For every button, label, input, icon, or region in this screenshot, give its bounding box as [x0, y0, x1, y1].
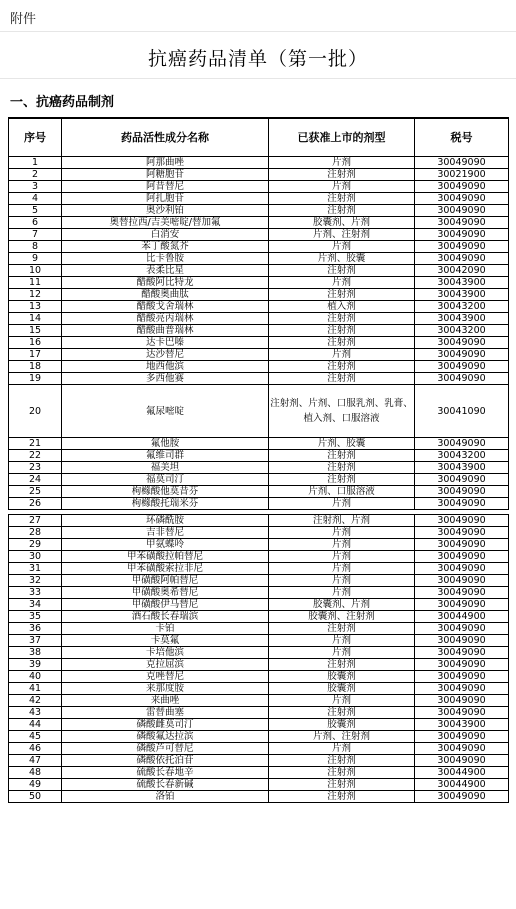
row-dosage-form: 注射剂: [269, 623, 415, 635]
row-tariff-code: 30049090: [415, 695, 509, 707]
row-dosage-form: 片剂: [269, 498, 415, 510]
row-ingredient: 磷酸雌莫司汀: [62, 719, 269, 731]
row-tariff-code: 30049090: [415, 623, 509, 635]
table-body: [9, 157, 509, 803]
row-ingredient: 醋酸阿比特龙: [62, 277, 269, 289]
row-tariff-code: 30049090: [415, 181, 509, 193]
row-ingredient: 阿那曲唑: [62, 157, 269, 169]
row-tariff-code: 30049090: [415, 253, 509, 265]
row-ingredient: 卡培他滨: [62, 647, 269, 659]
row-tariff-code: 30049090: [415, 587, 509, 599]
row-tariff-code: 30043900: [415, 277, 509, 289]
row-index: 20: [9, 385, 62, 438]
table-row: [9, 462, 509, 474]
row-tariff-code: 30049090: [415, 575, 509, 587]
row-index: 47: [9, 755, 62, 767]
row-tariff-code: 30049090: [415, 731, 509, 743]
table-row: [9, 707, 509, 719]
row-dosage-form: 注射剂: [269, 337, 415, 349]
table-row: [9, 767, 509, 779]
table-row: [9, 575, 509, 587]
row-dosage-form: 注射剂: [269, 169, 415, 181]
row-tariff-code: 30049090: [415, 337, 509, 349]
row-index: 16: [9, 337, 62, 349]
table-row: [9, 498, 509, 510]
row-dosage-form: 注射剂: [269, 313, 415, 325]
row-index: 42: [9, 695, 62, 707]
table-row: [9, 373, 509, 385]
row-dosage-form: 片剂: [269, 157, 415, 169]
attachment-label: 附件: [10, 12, 37, 27]
row-dosage-form: 片剂、胶囊: [269, 253, 415, 265]
row-ingredient: 卡铂: [62, 623, 269, 635]
row-index: 27: [9, 515, 62, 527]
row-ingredient: 吉非替尼: [62, 527, 269, 539]
table-row: [9, 313, 509, 325]
row-dosage-form: 片剂、注射剂: [269, 731, 415, 743]
row-index: 44: [9, 719, 62, 731]
row-dosage-form: 注射剂: [269, 361, 415, 373]
title-divider: [0, 78, 516, 79]
row-ingredient: 甲苯磺酸索拉非尼: [62, 563, 269, 575]
row-tariff-code: 30049090: [415, 551, 509, 563]
row-tariff-code: 30049090: [415, 791, 509, 803]
table-row: [9, 289, 509, 301]
column-header-dosage-form: 已获准上市的剂型: [269, 118, 415, 157]
row-index: 28: [9, 527, 62, 539]
table-row: [9, 301, 509, 313]
row-index: 10: [9, 265, 62, 277]
row-ingredient: 醋酸曲普瑞林: [62, 325, 269, 337]
row-index: 21: [9, 438, 62, 450]
row-ingredient: 枸橼酸他莫昔芬: [62, 486, 269, 498]
row-ingredient: 甲苯磺酸拉帕替尼: [62, 551, 269, 563]
table-row: [9, 719, 509, 731]
row-ingredient: 洛铂: [62, 791, 269, 803]
row-ingredient: 比卡鲁胺: [62, 253, 269, 265]
row-index: 19: [9, 373, 62, 385]
row-tariff-code: 30041090: [415, 385, 509, 438]
row-dosage-form: 片剂: [269, 647, 415, 659]
row-dosage-form: 片剂: [269, 277, 415, 289]
row-index: 8: [9, 241, 62, 253]
table-row: [9, 385, 509, 438]
row-index: 45: [9, 731, 62, 743]
row-ingredient: 磷酸依托泊苷: [62, 755, 269, 767]
row-tariff-code: 30049090: [415, 539, 509, 551]
row-index: 48: [9, 767, 62, 779]
row-index: 41: [9, 683, 62, 695]
drug-list-table: [8, 117, 509, 803]
row-dosage-form: 胶囊剂、片剂: [269, 217, 415, 229]
row-index: 46: [9, 743, 62, 755]
row-dosage-form: 注射剂: [269, 450, 415, 462]
table-row: [9, 731, 509, 743]
row-ingredient: 枸橼酸托瑞米芬: [62, 498, 269, 510]
row-dosage-form: 注射剂、片剂、口服乳剂、乳膏、植入剂、口服溶液: [269, 385, 415, 438]
row-index: 36: [9, 623, 62, 635]
row-tariff-code: 30044900: [415, 611, 509, 623]
row-tariff-code: 30043200: [415, 450, 509, 462]
table-row: [9, 169, 509, 181]
table-row: [9, 337, 509, 349]
row-tariff-code: 30043900: [415, 289, 509, 301]
column-header-tariff-code: 税号: [415, 118, 509, 157]
row-ingredient: 来曲唑: [62, 695, 269, 707]
row-index: 35: [9, 611, 62, 623]
row-tariff-code: 30049090: [415, 193, 509, 205]
table-row: [9, 611, 509, 623]
row-ingredient: 阿昔替尼: [62, 181, 269, 193]
table-row: [9, 527, 509, 539]
row-tariff-code: 30043200: [415, 325, 509, 337]
row-dosage-form: 片剂: [269, 539, 415, 551]
row-dosage-form: 注射剂: [269, 289, 415, 301]
row-index: 13: [9, 301, 62, 313]
table-row: [9, 755, 509, 767]
row-ingredient: 氟他胺: [62, 438, 269, 450]
table-row: [9, 217, 509, 229]
row-tariff-code: 30049090: [415, 361, 509, 373]
row-dosage-form: 注射剂: [269, 767, 415, 779]
row-tariff-code: 30049090: [415, 599, 509, 611]
row-index: 50: [9, 791, 62, 803]
row-ingredient: 奥替拉西/吉美嘧啶/替加氟: [62, 217, 269, 229]
table-row: [9, 474, 509, 486]
row-tariff-code: 30044900: [415, 779, 509, 791]
row-dosage-form: 片剂: [269, 575, 415, 587]
row-index: 40: [9, 671, 62, 683]
row-index: 29: [9, 539, 62, 551]
row-ingredient: 奥沙利铂: [62, 205, 269, 217]
row-dosage-form: 片剂: [269, 551, 415, 563]
row-ingredient: 醋酸奥曲肽: [62, 289, 269, 301]
row-ingredient: 硫酸长春地辛: [62, 767, 269, 779]
row-index: 37: [9, 635, 62, 647]
table-row: [9, 779, 509, 791]
row-index: 49: [9, 779, 62, 791]
row-tariff-code: 30049090: [415, 241, 509, 253]
row-tariff-code: 30049090: [415, 647, 509, 659]
row-index: 23: [9, 462, 62, 474]
table-row: [9, 181, 509, 193]
row-dosage-form: 注射剂: [269, 462, 415, 474]
table-row: [9, 515, 509, 527]
row-tariff-code: 30049090: [415, 671, 509, 683]
row-dosage-form: 注射剂: [269, 779, 415, 791]
row-index: 12: [9, 289, 62, 301]
row-index: 6: [9, 217, 62, 229]
row-ingredient: 白消安: [62, 229, 269, 241]
row-dosage-form: 植入剂: [269, 301, 415, 313]
table-row: [9, 623, 509, 635]
table-row: [9, 361, 509, 373]
row-tariff-code: 30049090: [415, 373, 509, 385]
row-dosage-form: 注射剂: [269, 325, 415, 337]
row-index: 24: [9, 474, 62, 486]
row-dosage-form: 片剂: [269, 527, 415, 539]
row-tariff-code: 30049090: [415, 229, 509, 241]
row-dosage-form: 片剂: [269, 241, 415, 253]
row-index: 15: [9, 325, 62, 337]
row-tariff-code: 30049090: [415, 486, 509, 498]
row-index: 18: [9, 361, 62, 373]
row-ingredient: 甲磺酸奥希替尼: [62, 587, 269, 599]
row-ingredient: 磷酸氟达拉滨: [62, 731, 269, 743]
row-ingredient: 氟维司群: [62, 450, 269, 462]
row-tariff-code: 30043900: [415, 719, 509, 731]
row-dosage-form: 注射剂: [269, 205, 415, 217]
row-ingredient: 克拉屈滨: [62, 659, 269, 671]
table-row: [9, 551, 509, 563]
row-tariff-code: 30043900: [415, 313, 509, 325]
row-tariff-code: 30049090: [415, 683, 509, 695]
row-dosage-form: 注射剂: [269, 193, 415, 205]
table-row: [9, 277, 509, 289]
row-ingredient: 甲磺酸伊马替尼: [62, 599, 269, 611]
row-tariff-code: 30049090: [415, 515, 509, 527]
row-index: 31: [9, 563, 62, 575]
row-ingredient: 醋酸戈舍瑞林: [62, 301, 269, 313]
row-tariff-code: 30049090: [415, 217, 509, 229]
row-ingredient: 来那度胺: [62, 683, 269, 695]
row-ingredient: 卡莫氟: [62, 635, 269, 647]
row-index: 17: [9, 349, 62, 361]
table-row: [9, 671, 509, 683]
row-dosage-form: 注射剂、片剂: [269, 515, 415, 527]
row-index: 43: [9, 707, 62, 719]
table-row: [9, 349, 509, 361]
row-index: 39: [9, 659, 62, 671]
row-dosage-form: 注射剂: [269, 707, 415, 719]
table-row: [9, 635, 509, 647]
row-ingredient: 磷酸芦可替尼: [62, 743, 269, 755]
row-ingredient: 雷替曲塞: [62, 707, 269, 719]
section-heading: 一、抗癌药品制剂: [10, 95, 115, 110]
table-row: [9, 265, 509, 277]
row-tariff-code: 30049090: [415, 659, 509, 671]
row-ingredient: 环磷酰胺: [62, 515, 269, 527]
table-row: [9, 486, 509, 498]
row-tariff-code: 30042090: [415, 265, 509, 277]
table-row: [9, 743, 509, 755]
row-tariff-code: 30049090: [415, 755, 509, 767]
row-ingredient: 达卡巴嗪: [62, 337, 269, 349]
row-index: 5: [9, 205, 62, 217]
table-row: [9, 659, 509, 671]
row-tariff-code: 30049090: [415, 707, 509, 719]
table-row: [9, 229, 509, 241]
row-ingredient: 表柔比星: [62, 265, 269, 277]
table-row: [9, 563, 509, 575]
row-tariff-code: 30049090: [415, 527, 509, 539]
row-dosage-form: 片剂: [269, 743, 415, 755]
table-row: [9, 539, 509, 551]
row-dosage-form: 胶囊剂: [269, 671, 415, 683]
row-tariff-code: 30049090: [415, 438, 509, 450]
row-index: 30: [9, 551, 62, 563]
row-dosage-form: 胶囊剂: [269, 719, 415, 731]
table-row: [9, 325, 509, 337]
row-dosage-form: 注射剂: [269, 373, 415, 385]
table-row: [9, 253, 509, 265]
row-dosage-form: 片剂: [269, 563, 415, 575]
row-tariff-code: 30049090: [415, 474, 509, 486]
row-ingredient: 氟尿嘧啶: [62, 385, 269, 438]
row-ingredient: 福美坦: [62, 462, 269, 474]
row-index: 22: [9, 450, 62, 462]
table-row: [9, 587, 509, 599]
top-divider: [0, 31, 516, 32]
row-index: 11: [9, 277, 62, 289]
row-index: 34: [9, 599, 62, 611]
row-index: 9: [9, 253, 62, 265]
row-dosage-form: 注射剂: [269, 474, 415, 486]
row-ingredient: 福莫司汀: [62, 474, 269, 486]
row-tariff-code: 30049090: [415, 157, 509, 169]
row-dosage-form: 胶囊剂、片剂: [269, 599, 415, 611]
row-dosage-form: 注射剂: [269, 659, 415, 671]
table-row: [9, 241, 509, 253]
row-tariff-code: 30043200: [415, 301, 509, 313]
row-index: 33: [9, 587, 62, 599]
row-dosage-form: 片剂: [269, 635, 415, 647]
row-ingredient: 苯丁酸氮芥: [62, 241, 269, 253]
row-dosage-form: 片剂: [269, 181, 415, 193]
row-tariff-code: 30049090: [415, 743, 509, 755]
row-tariff-code: 30021900: [415, 169, 509, 181]
row-index: 4: [9, 193, 62, 205]
page-title: 抗癌药品清单（第一批）: [147, 48, 368, 70]
row-tariff-code: 30043900: [415, 462, 509, 474]
table-row: [9, 157, 509, 169]
row-dosage-form: 片剂: [269, 349, 415, 361]
row-index: 25: [9, 486, 62, 498]
row-ingredient: 阿糖胞苷: [62, 169, 269, 181]
row-ingredient: 醋酸亮丙瑞林: [62, 313, 269, 325]
table-row: [9, 791, 509, 803]
row-dosage-form: 片剂、胶囊: [269, 438, 415, 450]
row-index: 7: [9, 229, 62, 241]
row-index: 26: [9, 498, 62, 510]
row-ingredient: 酒石酸长春瑞滨: [62, 611, 269, 623]
row-index: 38: [9, 647, 62, 659]
row-ingredient: 地西他滨: [62, 361, 269, 373]
row-tariff-code: 30049090: [415, 205, 509, 217]
row-dosage-form: 片剂、口服溶液: [269, 486, 415, 498]
table-row: [9, 438, 509, 450]
row-index: 3: [9, 181, 62, 193]
row-dosage-form: 胶囊剂、注射剂: [269, 611, 415, 623]
row-tariff-code: 30049090: [415, 563, 509, 575]
row-ingredient: 克唑替尼: [62, 671, 269, 683]
row-ingredient: 达沙替尼: [62, 349, 269, 361]
row-index: 1: [9, 157, 62, 169]
row-dosage-form: 片剂: [269, 695, 415, 707]
row-dosage-form: 胶囊剂: [269, 683, 415, 695]
table-row: [9, 683, 509, 695]
row-ingredient: 多西他赛: [62, 373, 269, 385]
row-dosage-form: 注射剂: [269, 791, 415, 803]
row-ingredient: 阿扎胞苷: [62, 193, 269, 205]
row-tariff-code: 30049090: [415, 349, 509, 361]
column-header-ingredient: 药品活性成分名称: [62, 118, 269, 157]
table-row: [9, 647, 509, 659]
row-index: 32: [9, 575, 62, 587]
row-ingredient: 甲氨蝶呤: [62, 539, 269, 551]
table-row: [9, 450, 509, 462]
row-dosage-form: 注射剂: [269, 755, 415, 767]
row-tariff-code: 30044900: [415, 767, 509, 779]
row-tariff-code: 30049090: [415, 635, 509, 647]
table-row: [9, 205, 509, 217]
row-index: 14: [9, 313, 62, 325]
row-ingredient: 甲磺酸阿帕替尼: [62, 575, 269, 587]
table-row: [9, 599, 509, 611]
table-row: [9, 695, 509, 707]
column-header-index: 序号: [9, 118, 62, 157]
row-index: 2: [9, 169, 62, 181]
table-header-row: [9, 118, 509, 157]
row-ingredient: 硫酸长春新碱: [62, 779, 269, 791]
row-tariff-code: 30049090: [415, 498, 509, 510]
row-dosage-form: 片剂: [269, 587, 415, 599]
row-dosage-form: 注射剂: [269, 265, 415, 277]
row-dosage-form: 片剂、注射剂: [269, 229, 415, 241]
table-row: [9, 193, 509, 205]
